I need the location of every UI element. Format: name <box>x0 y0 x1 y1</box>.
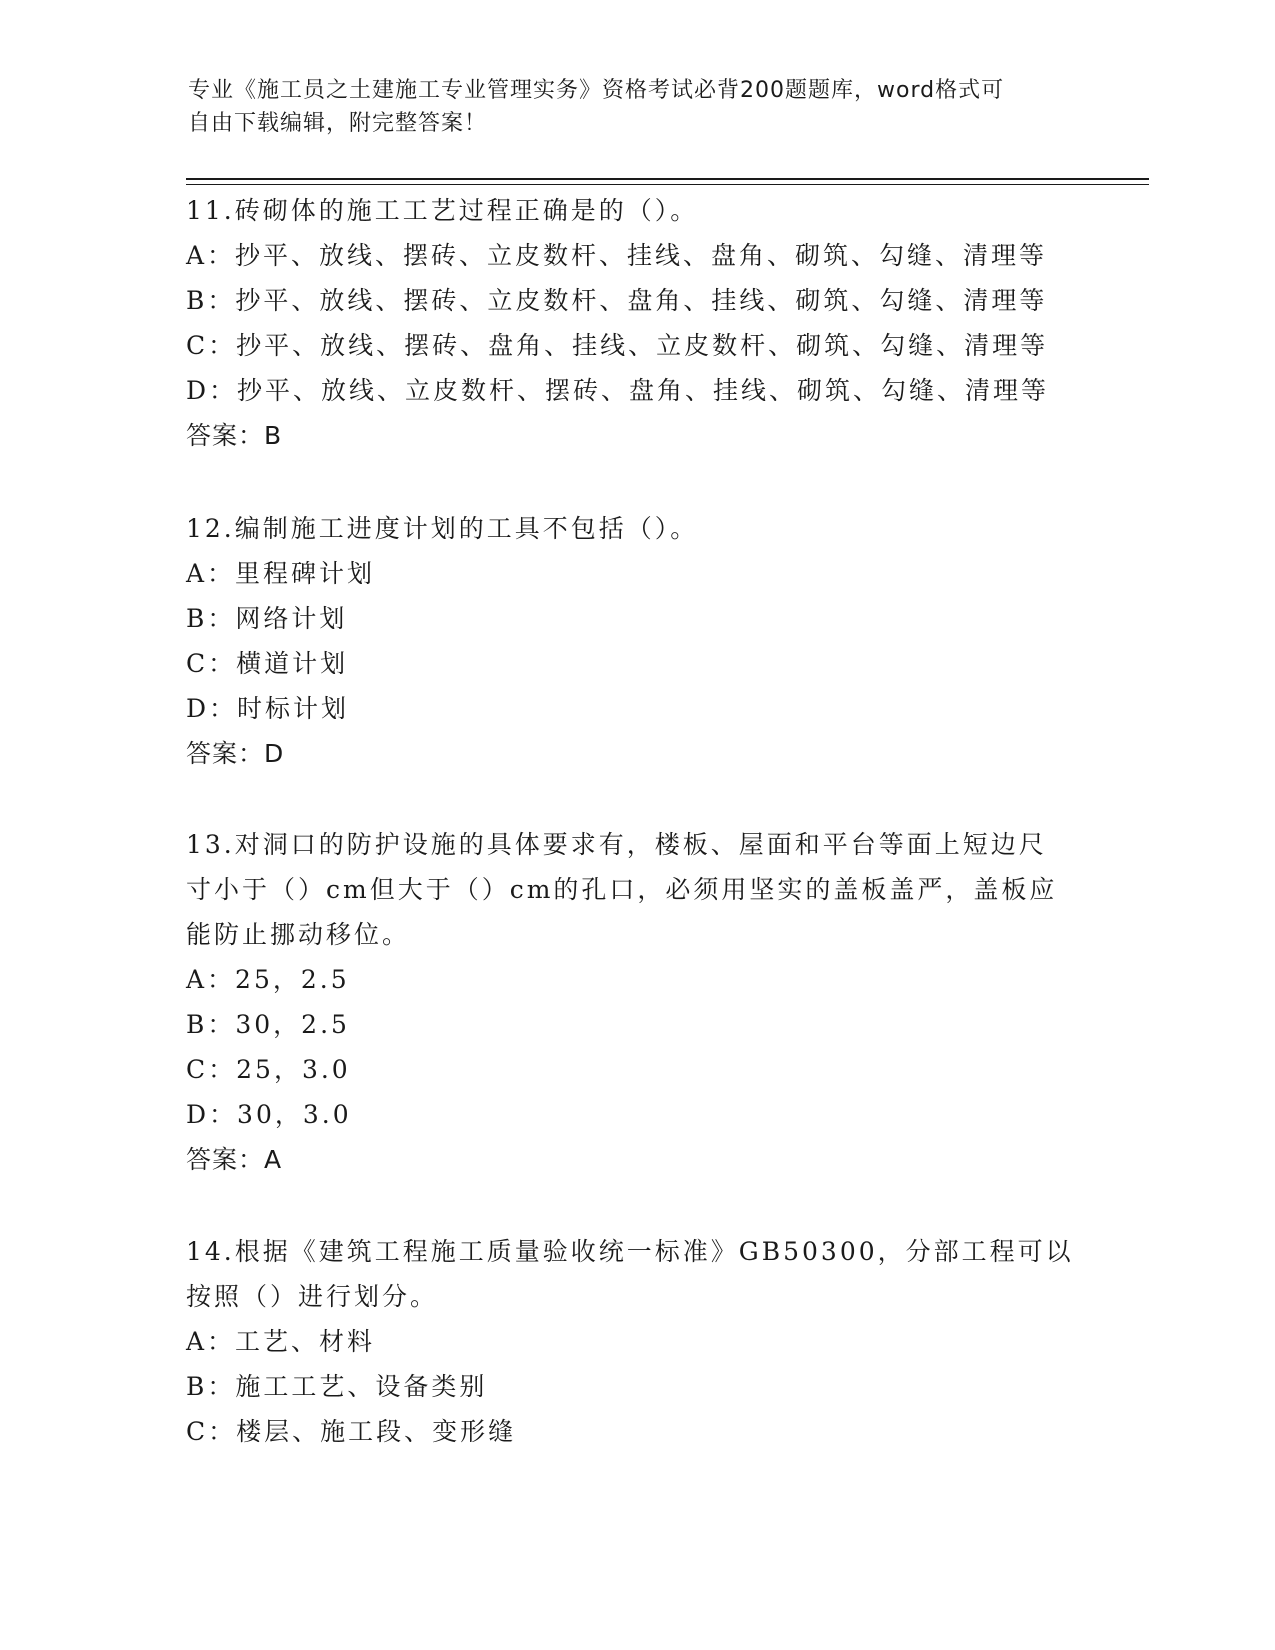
question-stem-line: 寸小于（）cm但大于（）cm的孔口，必须用坚实的盖板盖严，盖板应 <box>186 875 1058 904</box>
header-line-2: 自由下载编辑，附完整答案！ <box>188 111 488 136</box>
option-d: D：时标计划 <box>186 694 350 723</box>
option-c: C：抄平、放线、摆砖、盘角、挂线、立皮数杆、砌筑、勾缝、清理等 <box>186 331 1049 360</box>
option-a: A：工艺、材料 <box>186 1327 376 1356</box>
document-header <box>188 74 1068 140</box>
option-a: A：里程碑计划 <box>186 559 376 588</box>
option-b: B：抄平、放线、摆砖、立皮数杆、盘角、挂线、砌筑、勾缝、清理等 <box>186 286 1048 315</box>
question-14 <box>186 1229 1086 1454</box>
option-c: C：横道计划 <box>186 649 349 678</box>
answer: 答案：D <box>186 739 285 768</box>
header-rule-thin <box>186 184 1149 185</box>
option-d: D：抄平、放线、立皮数杆、摆砖、盘角、挂线、砌筑、勾缝、清理等 <box>186 376 1050 405</box>
question-stem: 12.编制施工进度计划的工具不包括（）。 <box>186 514 699 543</box>
question-11 <box>186 188 1086 458</box>
header-line-1: 专业《施工员之土建施工专业管理实务》资格考试必背200题题库，word格式可 <box>188 78 1005 103</box>
question-stem-line: 能防止挪动移位。 <box>186 920 411 949</box>
option-b: B：网络计划 <box>186 604 348 633</box>
option-c: C：25，3.0 <box>186 1055 351 1084</box>
question-stem-line: 13.对洞口的防护设施的具体要求有，楼板、屋面和平台等面上短边尺 <box>186 830 1047 859</box>
header-rule-thick <box>186 178 1149 180</box>
question-stem-line: 按照（）进行划分。 <box>186 1282 439 1311</box>
question-12 <box>186 506 1086 776</box>
answer: 答案：B <box>186 421 283 450</box>
option-b: B：施工工艺、设备类别 <box>186 1372 488 1401</box>
option-b: B：30，2.5 <box>186 1010 350 1039</box>
answer: 答案：A <box>186 1145 283 1174</box>
option-c: C：楼层、施工段、变形缝 <box>186 1417 517 1446</box>
option-a: A：抄平、放线、摆砖、立皮数杆、挂线、盘角、砌筑、勾缝、清理等 <box>186 241 1048 270</box>
option-a: A：25，2.5 <box>186 965 350 994</box>
question-13 <box>186 822 1086 1182</box>
option-d: D：30，3.0 <box>186 1100 352 1129</box>
question-stem: 11.砖砌体的施工工艺过程正确是的（）。 <box>186 196 699 225</box>
question-stem-line: 14.根据《建筑工程施工质量验收统一标准》GB50300，分部工程可以 <box>186 1237 1074 1266</box>
